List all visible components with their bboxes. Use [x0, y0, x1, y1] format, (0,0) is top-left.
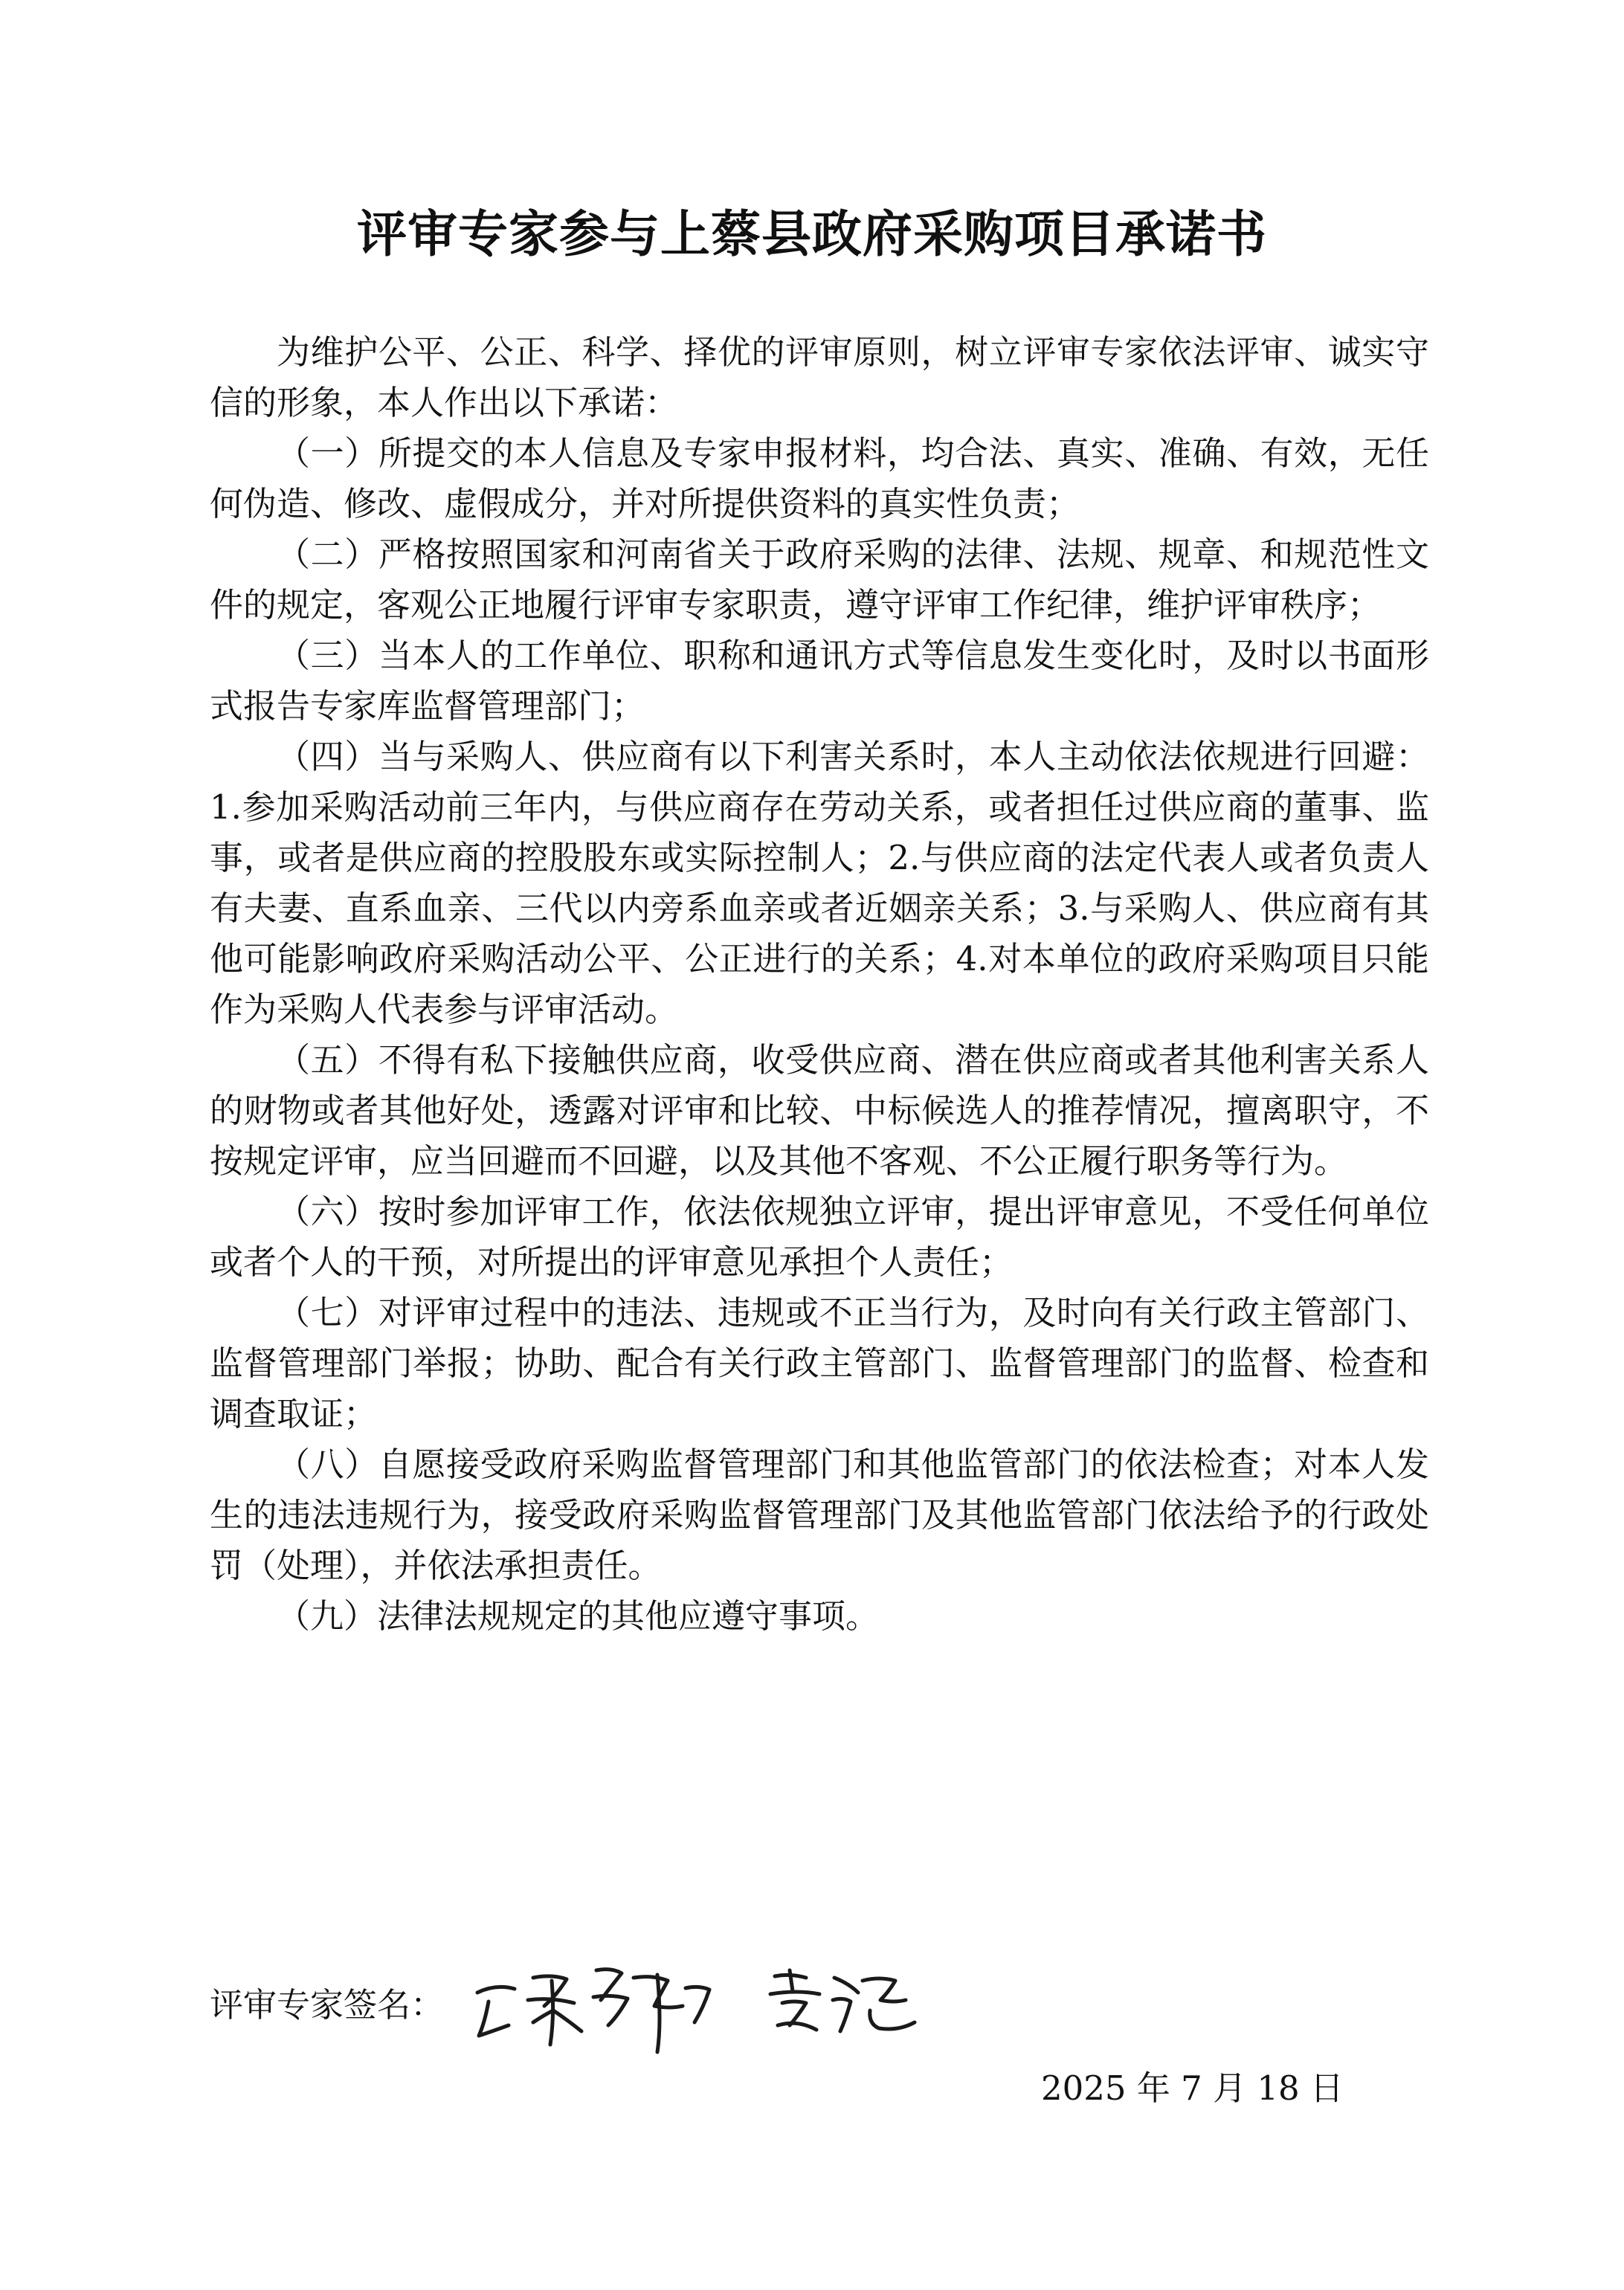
commitment-item-5: （五）不得有私下接触供应商，收受供应商、潜在供应商或者其他利害关系人的财物或者其他好处，透露对评审和比较、中标候选人的推荐情况，擅离职守，不按规定评审，应当回避而不回避，以及其他不客观、不公正履行职务等行为。 — [210, 1040, 1429, 1181]
commitment-body — [210, 327, 1429, 1642]
commitment-item-4: （四）当与采购人、供应商有以下利害关系时，本人主动依法依规进行回避：1.参加采购活动前三年内，与供应商存在劳动关系，或者担任过供应商的董事、监事，或者是供应商的控股股东或实际控制人；2.与供应商的法定代表人或者负责人有夫妻、直系血亲、三代以内旁系血亲或者近姻亲关系；3.与采购人、供应商有其他可能影响政府采购活动公平、公正进行的关系；4.对本单位的政府采购项目只能作为采购人代表参与评审活动。 — [210, 737, 1429, 1029]
commitment-item-6: （六）按时参加评审工作，依法依规独立评审，提出评审意见，不受任何单位或者个人的干预，对所提出的评审意见承担个人责任； — [210, 1192, 1429, 1282]
commitment-item-7: （七）对评审过程中的违法、违规或不正当行为，及时向有关行政主管部门、监督管理部门举报；协助、配合有关行政主管部门、监督管理部门的监督、检查和调查取证； — [210, 1293, 1429, 1433]
commitment-item-3: （三）当本人的工作单位、职称和通讯方式等信息发生变化时，及时以书面形式报告专家库监督管理部门； — [210, 636, 1429, 726]
commitment-item-9: （九）法律法规规定的其他应遵守事项。 — [277, 1596, 880, 1636]
commitment-item-1: （一）所提交的本人信息及专家申报材料，均合法、真实、准确、有效，无任何伪造、修改、虚假成分，并对所提供资料的真实性负责； — [210, 433, 1429, 523]
signature-row — [210, 1948, 1429, 2067]
document-title: 评审专家参与上蔡县政府采购项目承诺书 — [357, 204, 1267, 263]
intro-paragraph: 为维护公平、公正、科学、择优的评审原则，树立评审专家依法评审、诚实守信的形象，本人作出以下承诺： — [210, 332, 1429, 422]
signature-label: 评审专家签名： — [210, 1985, 445, 2025]
sign-date: 2025 年 7 月 18 日 — [1041, 2068, 1344, 2108]
handwritten-signature — [463, 1948, 1147, 2060]
commitment-item-8: （八）自愿接受政府采购监督管理部门和其他监管部门的依法检查；对本人发生的违法违规行为，接受政府采购监督管理部门及其他监管部门依法给予的行政处罚（处理），并依法承担责任。 — [210, 1445, 1429, 1585]
commitment-item-2: （二）严格按照国家和河南省关于政府采购的法律、法规、规章、和规范性文件的规定，客观公正地履行评审专家职责，遵守评审工作纪律，维护评审秩序； — [210, 535, 1429, 625]
